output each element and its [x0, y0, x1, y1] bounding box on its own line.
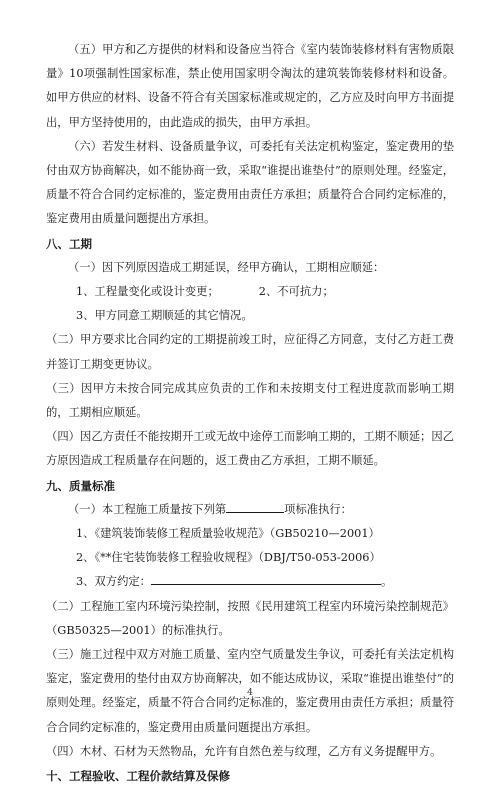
section-8-intro: （一）因下列原因造成工期延误，经甲方确认，工期相应顺延：: [68, 260, 385, 274]
section-9-intro: [46, 498, 454, 522]
section-8-item-1: 1、工程量变化或设计变更；: [76, 285, 219, 299]
section-8-heading: 八、工期: [46, 236, 92, 251]
paragraph-five: （五）甲方和乙方提供的材料和设备应当符合《室内装饰装修材料有害物质限量》10项强制性国家标准，禁止使用国家明令淘汰的建筑装饰装修材料和设备。如甲方供应的材料、设备不符合有关国家标准或规定的，乙方应及时向甲方书面提出，甲方坚持使用的，由此造成的损失，由甲方承担。: [46, 43, 454, 129]
section-9-item-3-end: 。: [380, 575, 393, 589]
paragraph-six: （六）若发生材料、设备质量争议，可委托有关法定机构鉴定，鉴定费用的垫付由双方协商解决，如不能协商一致，采取“谁提出谁垫付”的原则处理。经鉴定，质量不符合合同约定标准的，鉴定费用由责任方承担；质量符合合同约定标准的，鉴定费用由质量问题提出方承担。: [46, 139, 454, 226]
section-9-intro-end: 项标准执行：: [284, 502, 352, 516]
agreed-standard-blank[interactable]: [151, 572, 381, 585]
section-9-item-3: [46, 570, 454, 594]
section-9-intro-start: （一）本工程施工质量按下列第: [68, 502, 227, 516]
standard-number-blank[interactable]: [226, 500, 284, 513]
section-8-item-3: 3、甲方同意工期顺延的其它情况。: [76, 309, 253, 323]
section-9-paragraph-3: （三）施工过程中双方对施工质量、室内空气质量发生争议，可委托有关法定机构鉴定，鉴定费用的垫付由双方协商解决，如不能达成协议，采取“谁提出谁垫付”的原则处理。经鉴定，质量不符合合同约定标准的，鉴定费用由责任方承担；质量符合合同约定标准的，鉴定费用由质量问题提出方承担。: [46, 648, 454, 734]
section-9-heading: 九、质量标准: [46, 478, 115, 493]
section-8-item-2: 2、不可抗力；: [258, 285, 334, 299]
section-9-item-2: 2、《**住宅装饰装修工程验收规程》（DBJ/T50-053-2006）: [76, 551, 381, 565]
section-9-paragraph-4: （四）木材、石材为天然物品，允许有自然色差与纹理，乙方有义务提醒甲方。: [46, 744, 442, 758]
section-9-item-1: 1、《建筑装饰装修工程质量验收规范》（GB50210—2001）: [76, 527, 380, 541]
section-8-paragraph-2: （二）甲方要求比合同约定的工期提前竣工时，应征得乙方同意，支付乙方赶工费并签订工期变更协议。: [46, 333, 454, 371]
section-10-heading: 十、工程验收、工程价款结算及保修: [46, 769, 230, 784]
page-number: 4: [247, 688, 253, 698]
section-8-items-row: [46, 280, 454, 304]
section-8-paragraph-3: （三）因甲方未按合同完成其应负责的工作和未按期支付工程进度款而影响工期的，工期相应顺延。: [46, 381, 454, 420]
section-8-paragraph-4: （四）因乙方责任不能按期开工或无故中途停工而影响工期的，工期不顺延；因乙方原因造成工程质量存在问题的，返工费由乙方承担，工期不顺延。: [46, 430, 454, 468]
section-9-paragraph-2: （二）工程施工室内环境污染控制，按照《民用建筑工程室内环境污染控制规范》（GB50325—2001）的标准执行。: [46, 599, 454, 637]
section-9-item-3-label: 3、双方约定：: [76, 575, 151, 589]
